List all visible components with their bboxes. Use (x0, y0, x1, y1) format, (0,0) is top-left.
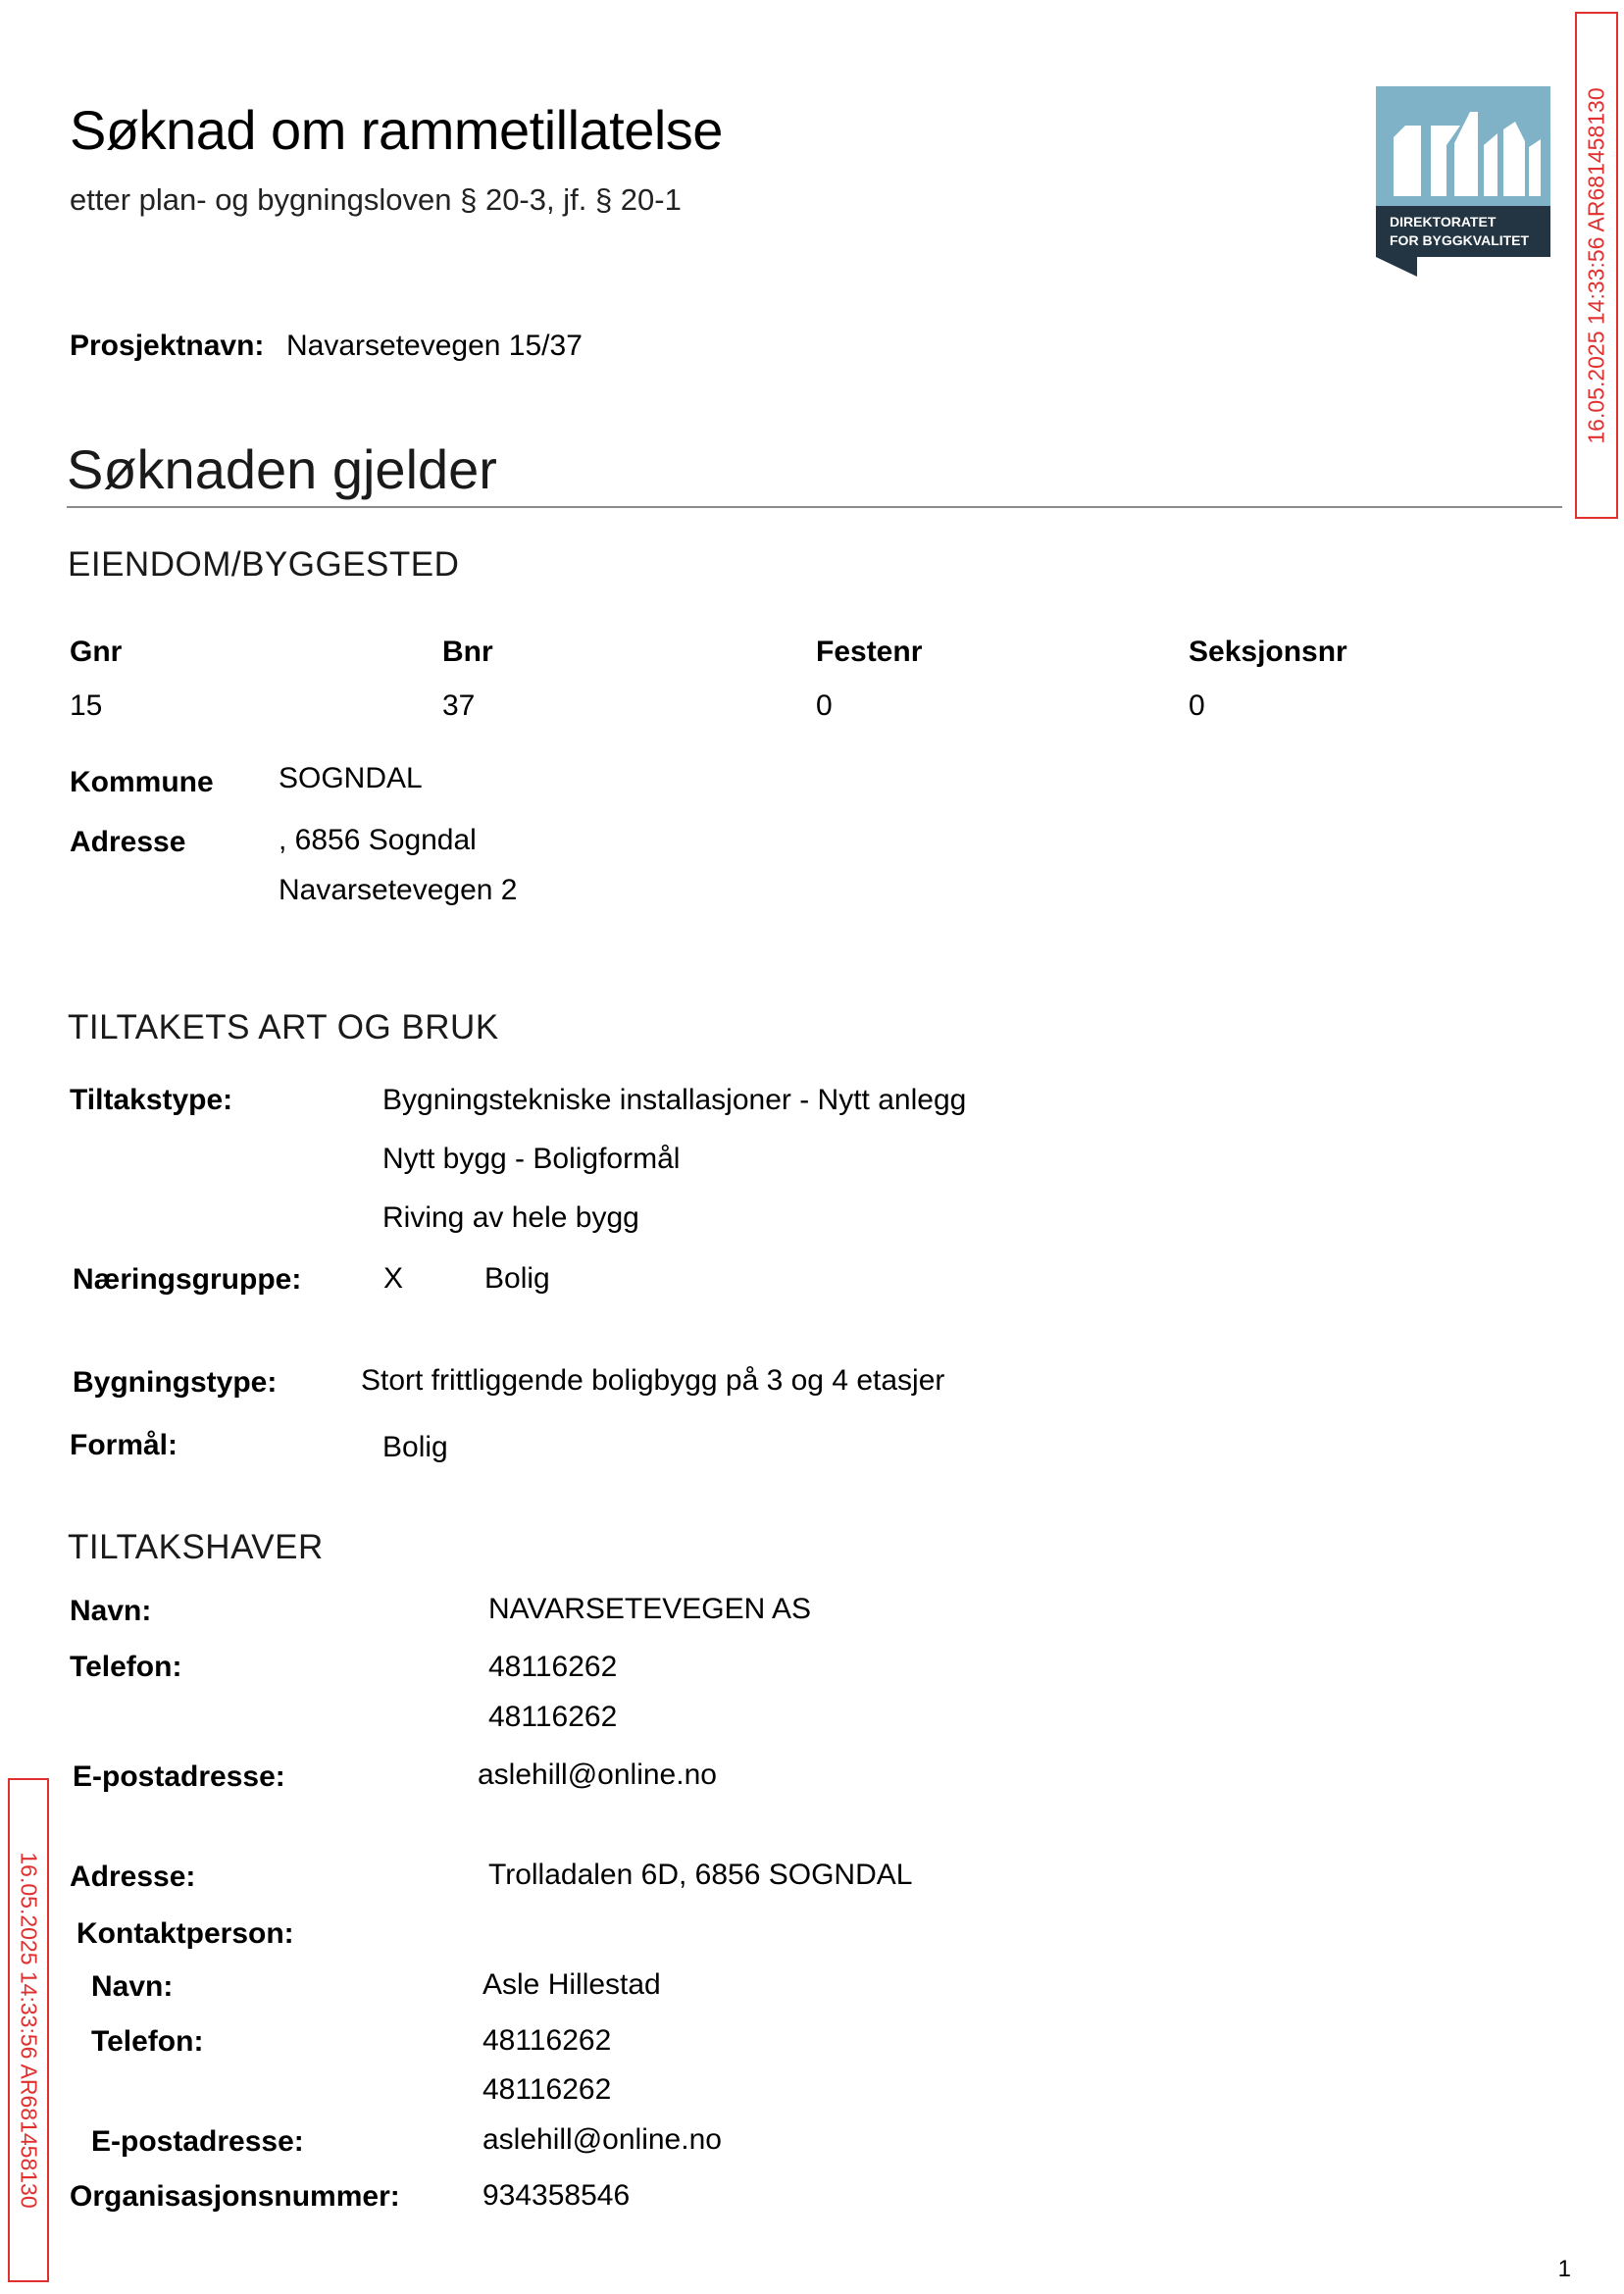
bnr-value: 37 (442, 689, 476, 722)
dibk-logo (1376, 86, 1550, 277)
section-divider (67, 506, 1562, 508)
kontakt-telefon-value: 48116262 (482, 2073, 612, 2106)
tiltakstype-item: Nytt bygg - Boligformål (382, 1143, 681, 1175)
naeringsgruppe-label: Næringsgruppe: (73, 1263, 302, 1296)
project-name-value: Navarsetevegen 15/37 (286, 330, 583, 362)
naeringsgruppe-value: Bolig (484, 1262, 550, 1295)
tiltakshaver-navn-value: NAVARSETEVEGEN AS (488, 1593, 811, 1625)
tiltakshaver-navn-label: Navn: (70, 1595, 152, 1627)
tiltakstype-item: Riving av hele bygg (382, 1201, 639, 1234)
bygningstype-label: Bygningstype: (73, 1366, 278, 1399)
kontakt-epost-value: aslehill@online.no (482, 2123, 722, 2156)
timestamp-stamp-top (1575, 12, 1618, 519)
timestamp-stamp-bottom-text: 16.05.2025 14:33:56 AR681458130 (16, 1852, 42, 2209)
tiltakstype-label: Tiltakstype: (70, 1084, 233, 1116)
kontaktperson-label: Kontaktperson: (76, 1917, 294, 1950)
tiltak-heading: TILTAKETS ART OG BRUK (68, 1008, 499, 1046)
document-subtitle: etter plan- og bygningsloven § 20-3, jf. § 20-1 (70, 182, 682, 217)
section-title: Søknaden gjelder (67, 438, 497, 500)
adresse-label: Adresse (70, 826, 186, 858)
tiltakshaver-epost-label: E-postadresse: (73, 1760, 285, 1793)
seksjonsnr-label: Seksjonsnr (1189, 636, 1347, 668)
adresse-line1: , 6856 Sogndal (279, 824, 477, 856)
formal-value: Bolig (382, 1431, 448, 1463)
tiltakshaver-heading: TILTAKSHAVER (68, 1528, 324, 1566)
logo-line2: FOR BYGGKVALITET (1390, 232, 1530, 248)
gnr-value: 15 (70, 689, 103, 722)
kommune-value: SOGNDAL (279, 762, 423, 794)
festenr-label: Festenr (816, 636, 923, 668)
orgnr-value: 934358546 (482, 2179, 631, 2212)
tiltakshaver-epost-value: aslehill@online.no (478, 1759, 717, 1791)
kontakt-navn-label: Navn: (91, 1970, 174, 2003)
kommune-label: Kommune (70, 766, 214, 798)
tiltakshaver-adresse-value: Trolladalen 6D, 6856 SOGNDAL (488, 1859, 913, 1891)
tiltakshaver-telefon-label: Telefon: (70, 1651, 182, 1683)
timestamp-stamp-top-text: 16.05.2025 14:33:56 AR681458130 (1583, 86, 1609, 444)
project-name-label: Prosjektnavn: (70, 330, 265, 362)
kontakt-telefon-value: 48116262 (482, 2024, 612, 2057)
orgnr-label: Organisasjonsnummer: (70, 2180, 400, 2213)
gnr-label: Gnr (70, 636, 123, 668)
page-number: 1 (1557, 2256, 1571, 2282)
logo-line1: DIREKTORATET (1390, 214, 1497, 229)
festenr-value: 0 (816, 689, 833, 722)
dibk-logo-graphic (1376, 86, 1550, 277)
timestamp-stamp-bottom (8, 1778, 49, 2282)
tiltakshaver-telefon-value: 48116262 (488, 1701, 618, 1733)
property-heading: EIENDOM/BYGGESTED (68, 545, 460, 584)
bygningstype-value: Stort frittliggende boligbygg på 3 og 4 etasjer (361, 1364, 945, 1397)
tiltakstype-item: Bygningstekniske installasjoner - Nytt anlegg (382, 1084, 967, 1116)
naeringsgruppe-code: X (383, 1262, 404, 1295)
kontakt-epost-label: E-postadresse: (91, 2125, 304, 2158)
adresse-line2: Navarsetevegen 2 (279, 874, 518, 906)
kontakt-navn-value: Asle Hillestad (482, 1968, 661, 2001)
formal-label: Formål: (70, 1429, 178, 1461)
tiltakshaver-adresse-label: Adresse: (70, 1861, 196, 1893)
seksjonsnr-value: 0 (1189, 689, 1205, 722)
document-title: Søknad om rammetillatelse (70, 99, 723, 161)
kontakt-telefon-label: Telefon: (91, 2025, 204, 2058)
tiltakshaver-telefon-value: 48116262 (488, 1651, 618, 1683)
bnr-label: Bnr (442, 636, 493, 668)
